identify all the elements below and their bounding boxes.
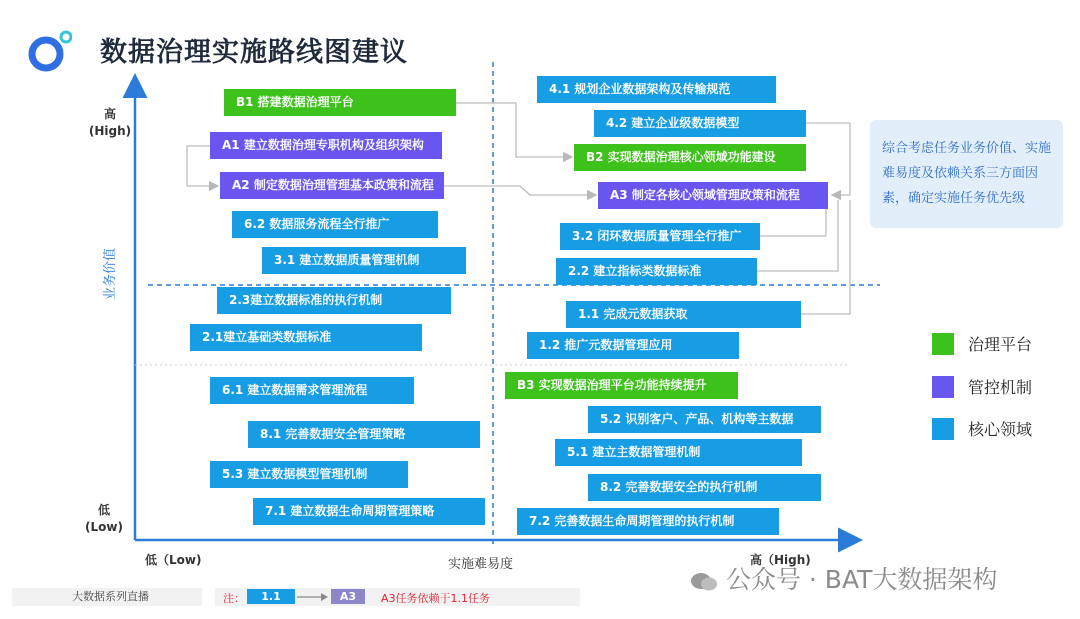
task-7-1: 7.1 建立数据生命周期管理策略 (253, 498, 485, 525)
task-8-2: 8.2 完善数据安全的执行机制 (588, 474, 821, 501)
y-low-label (82, 502, 126, 536)
footnote-from-box: 1.1 (247, 589, 295, 604)
x-low-label: 低（Low) (145, 553, 202, 567)
legend-swatch-platform (932, 333, 954, 355)
task-b2: B2 实现数据治理核心领域功能建设 (574, 144, 806, 171)
task-8-1: 8.1 完善数据安全管理策略 (248, 421, 480, 448)
legend-label-core: 核心领域 (968, 420, 1033, 439)
task-a1: A1 建立数据治理专职机构及组织架构 (210, 132, 442, 159)
y-high-text: 高 (103, 107, 116, 121)
legend-label-control: 管控机制 (968, 378, 1033, 397)
y-low-text: 低 (97, 503, 110, 517)
task-6-1: 6.1 建立数据需求管理流程 (210, 377, 414, 404)
task-5-1: 5.1 建立主数据管理机制 (555, 439, 802, 466)
task-1-2: 1.2 推广元数据管理应用 (527, 332, 739, 359)
connector-32-a3 (760, 205, 826, 236)
connector-a2-a3 (444, 186, 596, 195)
wechat-icon (690, 570, 718, 592)
footnote-prefix: 注： (223, 592, 245, 605)
y-high-label (88, 106, 132, 140)
y-high-en: (High) (88, 124, 132, 138)
task-2-1: 2.1建立基础类数据标准 (190, 324, 422, 351)
task-6-2: 6.2 数据服务流程全行推广 (232, 211, 438, 238)
dependency-legend (215, 588, 580, 606)
footer-left-text: 大数据系列直播 (12, 588, 202, 606)
task-7-2: 7.2 完善数据生命周期管理的执行机制 (517, 508, 779, 535)
x-high-label: 高（High) (750, 553, 811, 567)
task-b1: B1 搭建数据治理平台 (224, 89, 456, 116)
legend-label-platform: 治理平台 (968, 335, 1033, 354)
task-5-2: 5.2 识别客户、产品、机构等主数据 (588, 406, 821, 433)
footnote-arrow-icon (297, 591, 329, 603)
task-a3: A3 制定各核心领域管理政策和流程 (598, 182, 828, 209)
footnote-to-box: A3 (331, 589, 365, 604)
connector-b1-b2 (456, 103, 572, 157)
page-title: 数据治理实施路线图建议 (100, 37, 408, 68)
y-low-en: (Low) (85, 520, 123, 534)
task-2-2: 2.2 建立指标类数据标准 (556, 258, 757, 285)
task-1-1: 1.1 完成元数据获取 (566, 301, 801, 328)
watermark (690, 560, 997, 596)
footnote-text: A3任务依赖于1.1任务 (381, 592, 491, 605)
legend-swatch-control (932, 376, 954, 398)
y-axis-title: 业务价值 (103, 247, 118, 300)
task-2-3: 2.3建立数据标准的执行机制 (217, 287, 451, 314)
task-5-3: 5.3 建立数据模型管理机制 (210, 461, 408, 488)
task-3-2: 3.2 闭环数据质量管理全行推广 (560, 223, 760, 250)
watermark-text: 公众号 · BAT大数据架构 (725, 565, 998, 594)
priority-note: 综合考虑任务业务价值、实施难易度及依赖关系三方面因素，确定实施任务优先级 (870, 120, 1063, 228)
x-axis-title: 实施难易度 (448, 557, 514, 572)
task-a2: A2 制定数据治理管理基本政策和流程 (220, 172, 444, 199)
legend-swatch-core (932, 418, 954, 440)
task-4-1: 4.1 规划企业数据架构及传输规范 (537, 76, 776, 103)
task-b3: B3 实现数据治理平台功能持续提升 (505, 372, 738, 399)
task-4-2: 4.2 建立企业级数据模型 (594, 110, 806, 137)
task-3-1: 3.1 建立数据质量管理机制 (262, 247, 466, 274)
